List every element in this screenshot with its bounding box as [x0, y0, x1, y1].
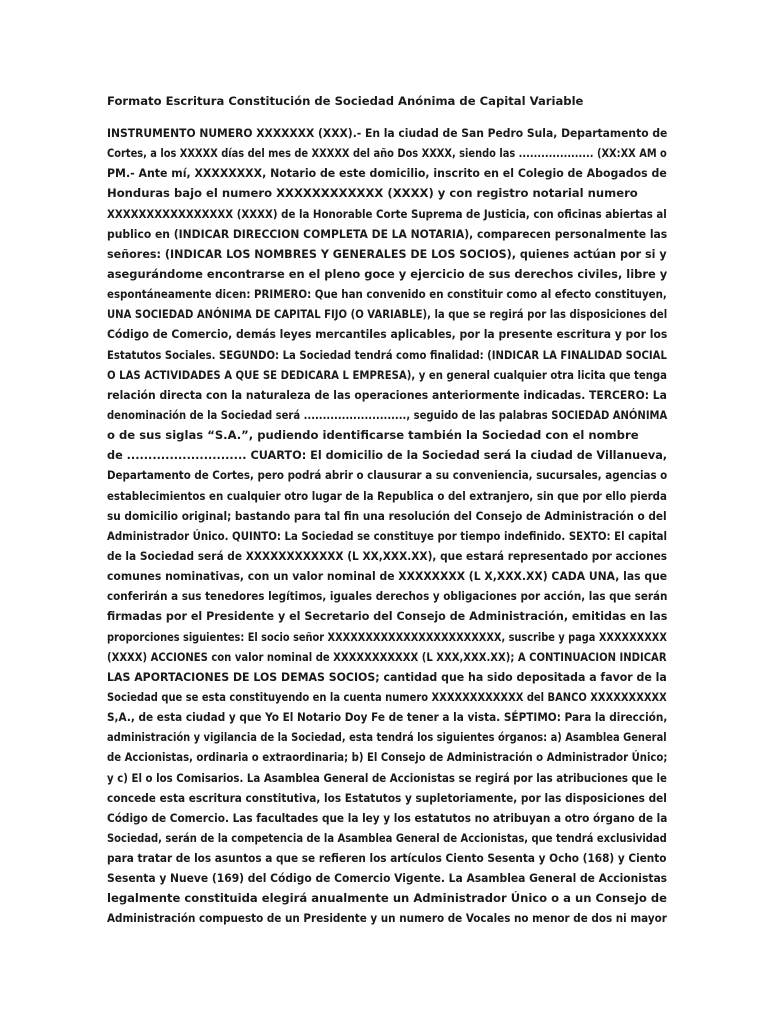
- body-line: conferirán a sus tenedores legítimos, iguales derechos y obligaciones por acción, las que serán: [107, 589, 668, 604]
- body-line: de Accionistas, ordinaria o extraordinaria; b) El Consejo de Administración o Administrador Único;: [107, 750, 668, 765]
- body-line: señores: (INDICAR LOS NOMBRES Y GENERALES DE LOS SOCIOS), quienes actúan por si y: [107, 246, 667, 261]
- body-line: relación directa con la naturaleza de las operaciones anteriormente indicadas. TERCERO: La: [107, 387, 667, 402]
- body-line: Administrador Único. QUINTO: La Sociedad se constituye por tiempo indefinido. SEXTO: El capital: [107, 528, 668, 543]
- body-line: Honduras bajo el numero XXXXXXXXXXXX (XXXX) y con registro notarial numero: [107, 186, 638, 201]
- body-line: o de sus siglas “S.A.”, pudiendo identificarse también la Sociedad con el nombre: [107, 428, 639, 443]
- body-line: y c) El o los Comisarios. La Asamblea General de Accionistas se regirá por las atribuciones que le: [107, 770, 667, 785]
- body-line: firmadas por el Presidente y el Secretario del Consejo de Administración, emitidas en las: [107, 609, 668, 624]
- document-title: Formato Escritura Constitución de Sociedad Anónima de Capital Variable: [107, 94, 584, 108]
- body-line: Código de Comercio. Las facultades que la ley y los estatutos no atribuyan a otro órgano de la: [107, 810, 668, 825]
- body-line: legalmente constituida elegirá anualmente un Administrador Único o a un Consejo de: [107, 891, 667, 906]
- body-line: Código de Comercio, demás leyes mercantiles aplicables, por la presente escritura y por los: [107, 327, 668, 342]
- body-line: comunes nominativas, con un valor nominal de XXXXXXXX (L X,XXX.XX) CADA UNA, las que: [107, 569, 668, 584]
- body-line: LAS APORTACIONES DE LOS DEMAS SOCIOS; cantidad que ha sido depositada a favor de la: [107, 669, 667, 684]
- body-line: Cortes, a los XXXXX días del mes de XXXXX del año Dos XXXX, siendo las .................... (XX:XX AM o: [107, 146, 667, 161]
- body-line: Sociedad, serán de la competencia de la Asamblea General de Accionistas, que tendrá exclusividad: [107, 830, 667, 845]
- body-line: concede esta escritura constitutiva, los Estatutos y supletoriamente, por las disposiciones del: [107, 790, 667, 805]
- body-line: O LAS ACTIVIDADES A QUE SE DEDICARA L EMPRESA), y en general cualquier otra licita que tenga: [107, 367, 668, 382]
- body-line: S,A., de esta ciudad y que Yo El Notario Doy Fe de tener a la vista. SÉPTIMO: Para la dirección,: [107, 710, 668, 725]
- body-line: denominación de la Sociedad será ..........................., seguido de las palabras SOCIEDAD ANÓNIMA: [107, 407, 668, 422]
- body-line: publico en (INDICAR DIRECCION COMPLETA DE LA NOTARIA), comparecen personalmente las: [107, 226, 668, 241]
- body-line: Sociedad que se esta constituyendo en la cuenta numero XXXXXXXXXXXX del BANCO XXXXXXXXXX: [107, 689, 667, 704]
- body-line: Departamento de Cortes, pero podrá abrir o clausurar a su conveniencia, sucursales, agencias o: [107, 468, 668, 483]
- body-line: espontáneamente dicen: PRIMERO: Que han convenido en constituir como al efecto constituyen,: [107, 287, 667, 302]
- body-line: asegurándome encontrarse en el pleno goce y ejercicio de sus derechos civiles, libre y: [107, 266, 668, 281]
- body-line: UNA SOCIEDAD ANÓNIMA DE CAPITAL FIJO (O VARIABLE), la que se regirá por las disposiciones del: [107, 307, 668, 322]
- body-line: INSTRUMENTO NUMERO XXXXXXX (XXX).- En la ciudad de San Pedro Sula, Departamento de: [107, 126, 668, 140]
- body-line: proporciones siguientes: El socio señor XXXXXXXXXXXXXXXXXXXXXXX, suscribe y paga XXXXXXXXX: [107, 629, 667, 644]
- body-line: (XXXX) ACCIONES con valor nominal de XXXXXXXXXXX (L XXX,XXX.XX); A CONTINUACION INDICAR: [107, 649, 667, 664]
- body-line: administración y vigilancia de la Sociedad, esta tendrá los siguientes órganos: a) Asamblea General: [107, 730, 667, 745]
- body-line: para tratar de los asuntos a que se refieren los artículos Ciento Sesenta y Ocho (168) y Ciento: [107, 851, 667, 866]
- body-line: Sesenta y Nueve (169) del Código de Comercio Vigente. La Asamblea General de Accionistas: [107, 871, 668, 886]
- body-line: Administración compuesto de un Presidente y un numero de Vocales no menor de dos ni mayor: [107, 911, 667, 926]
- body-line: su domicilio original; bastando para tal fin una resolución del Consejo de Administración o del: [107, 508, 667, 523]
- body-line: establecimientos en cualquier otro lugar de la Republica o del extranjero, sin que por ello pierda: [107, 488, 667, 503]
- document-body: [107, 123, 667, 929]
- body-line: XXXXXXXXXXXXXXXX (XXXX) de la Honorable Corte Suprema de Justicia, con oficinas abiertas al: [107, 206, 667, 221]
- body-line: Estatutos Sociales. SEGUNDO: La Sociedad tendrá como finalidad: (INDICAR LA FINALIDAD SOCIAL: [107, 347, 667, 362]
- body-line: de ............................ CUARTO: El domicilio de la Sociedad será la ciudad de Villanueva,: [107, 448, 668, 463]
- body-line: PM.- Ante mí, XXXXXXXX, Notario de este domicilio, inscrito en el Colegio de Abogados de: [107, 166, 667, 181]
- body-line: de la Sociedad será de XXXXXXXXXXXX (L XX,XXX.XX), que estará representado por acciones: [107, 548, 668, 563]
